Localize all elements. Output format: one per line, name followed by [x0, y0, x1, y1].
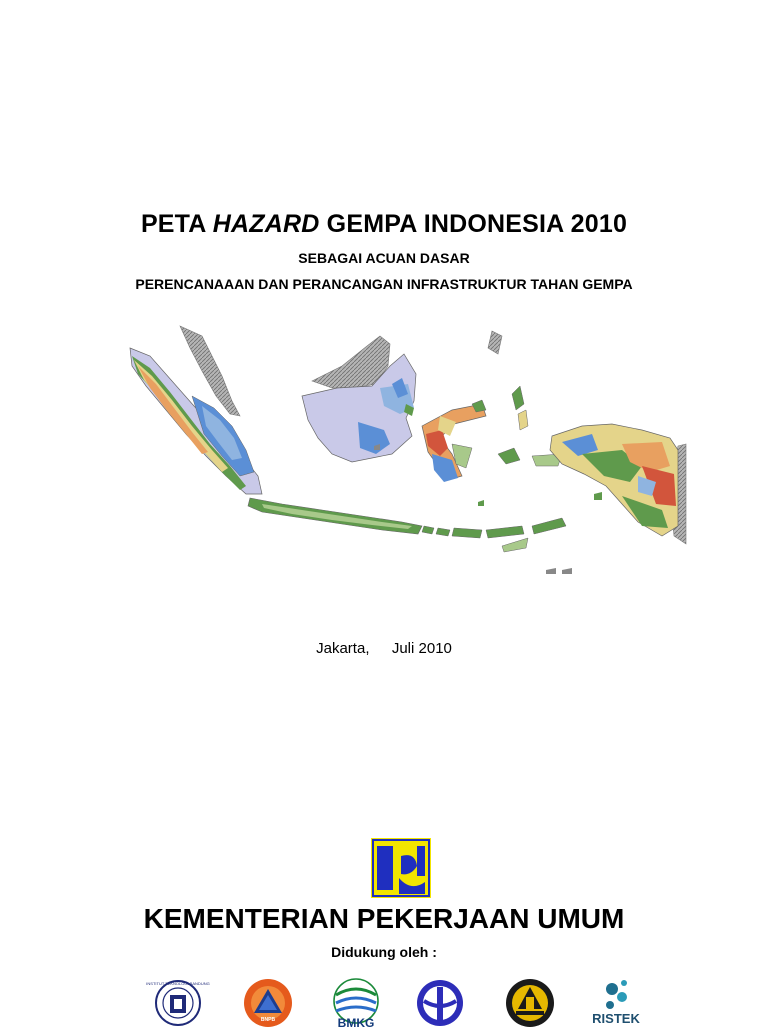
bmkg-logo-icon — [328, 975, 384, 1030]
ministry-name: KEMENTERIAN PEKERJAAN UMUM — [143, 903, 625, 934]
title-part-italic: HAZARD — [212, 210, 320, 238]
place-text: Jakarta, — [316, 640, 370, 657]
place-date-line — [0, 640, 768, 657]
bnpb-logo-icon — [240, 975, 296, 1024]
subtitle-line-2: PERENCANAAAN DAN PERANCANGAN INFRASTRUKTUR TAHAN GEMPA — [135, 276, 633, 292]
bnpb-label: BNPB — [260, 1017, 276, 1023]
ristek-label: RISTEK — [592, 1011, 640, 1026]
itb-ring-text: INSTITUT TEKNOLOGI BANDUNG — [146, 981, 210, 986]
esdm-logo-icon — [502, 975, 558, 1024]
title-part-2: GEMPA INDONESIA 2010 — [319, 210, 628, 238]
pu-logo-icon — [371, 838, 431, 898]
ristek-logo-icon — [592, 975, 648, 1024]
bmkg-label: BMKG — [337, 1016, 375, 1030]
date-text: Juli 2010 — [391, 640, 452, 657]
lipi-logo-icon — [412, 975, 468, 1024]
title-part-1: PETA — [140, 210, 213, 238]
document-title — [0, 210, 768, 239]
indonesia-hazard-map-icon — [122, 326, 686, 576]
subtitle-line-1: SEBAGAI ACUAN DASAR — [298, 250, 470, 266]
supported-by-label: Didukung oleh : — [331, 944, 437, 960]
itb-logo-icon — [146, 975, 210, 1024]
